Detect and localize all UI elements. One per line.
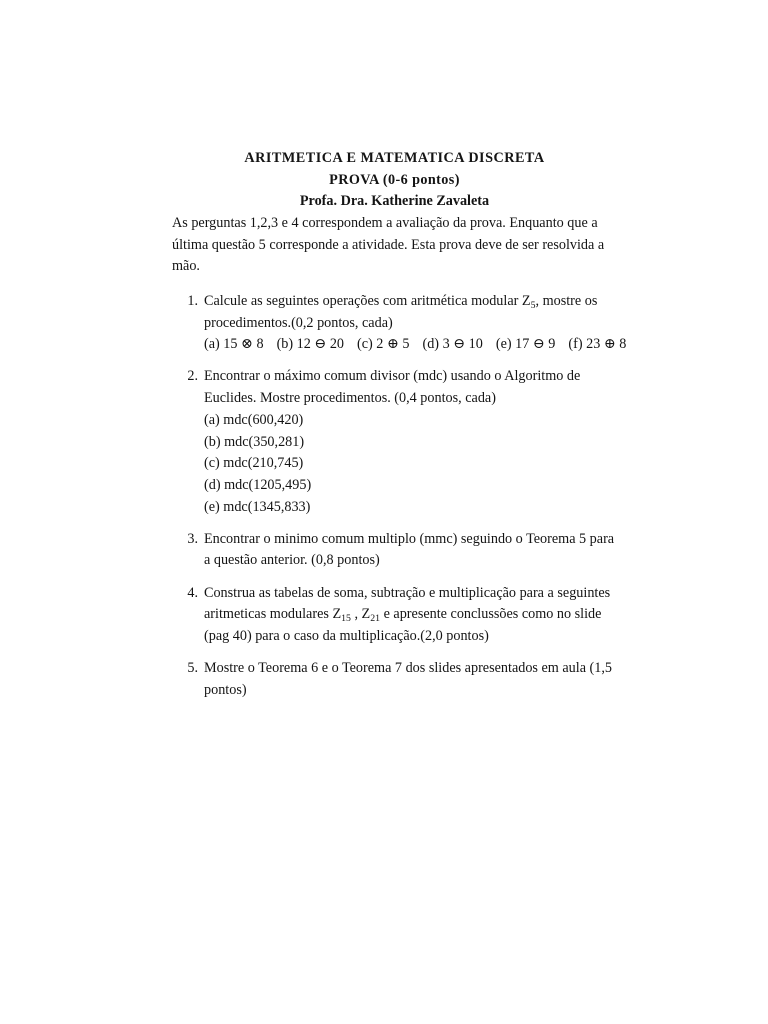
question-text-line: (pag 40) para o caso da multiplicação.(2,0 pontos) <box>204 628 489 645</box>
question-1 <box>172 291 627 356</box>
question-text-line <box>204 291 626 313</box>
question-text-line: a questão anterior. (0,8 pontos) <box>204 552 380 569</box>
question-text-line: procedimentos.(0,2 pontos, cada) <box>204 314 393 331</box>
question-number: 4. <box>187 584 198 601</box>
question-text-line: Encontrar o máximo comum divisor (mdc) usando o Algoritmo de <box>204 368 581 385</box>
question-2 <box>172 366 617 518</box>
question-text-line: Encontrar o minimo comum multiplo (mmc) seguindo o Teorema 5 para <box>204 530 615 547</box>
subquestion: (e) 17 ⊖ 9 <box>495 336 556 353</box>
modulus-subscript: 5 <box>530 299 536 311</box>
question-text: aritmeticas modulares <box>204 606 333 623</box>
question-body <box>204 291 626 356</box>
modulus-symbol: Z <box>332 606 342 623</box>
question-text: , mostre os <box>535 292 598 309</box>
subquestion: (c) mdc(210,745) <box>204 455 304 472</box>
question-text: , <box>350 606 362 623</box>
instructions-line: última questão 5 corresponde a atividade. Esta prova deve de ser resolvida a <box>172 236 605 253</box>
question-body <box>204 658 617 701</box>
question-5 <box>172 658 617 701</box>
subquestion: (a) 15 ⊗ 8 <box>204 336 264 353</box>
question-body <box>204 529 617 572</box>
instructions-line: mão. <box>172 258 200 275</box>
modulus-symbol: Z <box>361 606 371 623</box>
question-number: 2. <box>187 368 198 385</box>
question-number: 1. <box>187 292 198 309</box>
question-number: 5. <box>187 660 198 677</box>
course-title: ARITMETICA E MATEMATICA DISCRETA <box>244 150 545 166</box>
question-text: Calcule as seguintes operações com aritmética modular <box>204 292 522 309</box>
question-text: e apresente conclussões como no slide <box>380 606 602 623</box>
subquestion: (b) mdc(350,281) <box>204 433 305 450</box>
subquestion: (f) 23 ⊕ 8 <box>568 336 627 353</box>
exam-subtitle: PROVA (0-6 pontos) <box>329 171 460 188</box>
subquestion: (b) 12 ⊖ 20 <box>276 336 345 353</box>
exam-content <box>172 148 627 702</box>
subquestion-row <box>204 334 626 356</box>
subquestion: (d) 3 ⊖ 10 <box>422 336 483 353</box>
question-text-line: Euclides. Mostre procedimentos. (0,4 pontos, cada) <box>204 390 496 407</box>
subquestion: (c) 2 ⊕ 5 <box>357 336 410 353</box>
professor-name: Profa. Dra. Katherine Zavaleta <box>299 193 490 210</box>
question-text-line: Construa as tabelas de soma, subtração e multiplicação para a seguintes <box>204 584 611 601</box>
subquestion: (d) mdc(1205,495) <box>204 476 312 493</box>
question-body <box>204 583 617 648</box>
question-text-line: Mostre o Teorema 6 e o Teorema 7 dos slides apresentados em aula (1,5 <box>204 660 613 677</box>
modulus-symbol: Z <box>521 292 531 309</box>
instructions-paragraph <box>172 213 617 278</box>
question-body <box>204 366 617 518</box>
subquestion: (e) mdc(1345,833) <box>204 498 311 515</box>
modulus-subscript: 21 <box>370 613 381 625</box>
instructions-line: As perguntas 1,2,3 e 4 correspondem a avaliação da prova. Enquanto que a <box>172 215 598 232</box>
question-4 <box>172 583 617 648</box>
question-text-line <box>204 604 617 626</box>
question-3 <box>172 529 617 572</box>
subquestion: (a) mdc(600,420) <box>204 411 304 428</box>
question-number: 3. <box>187 530 198 547</box>
modulus-subscript: 15 <box>341 613 351 625</box>
question-text-line: pontos) <box>204 681 247 698</box>
